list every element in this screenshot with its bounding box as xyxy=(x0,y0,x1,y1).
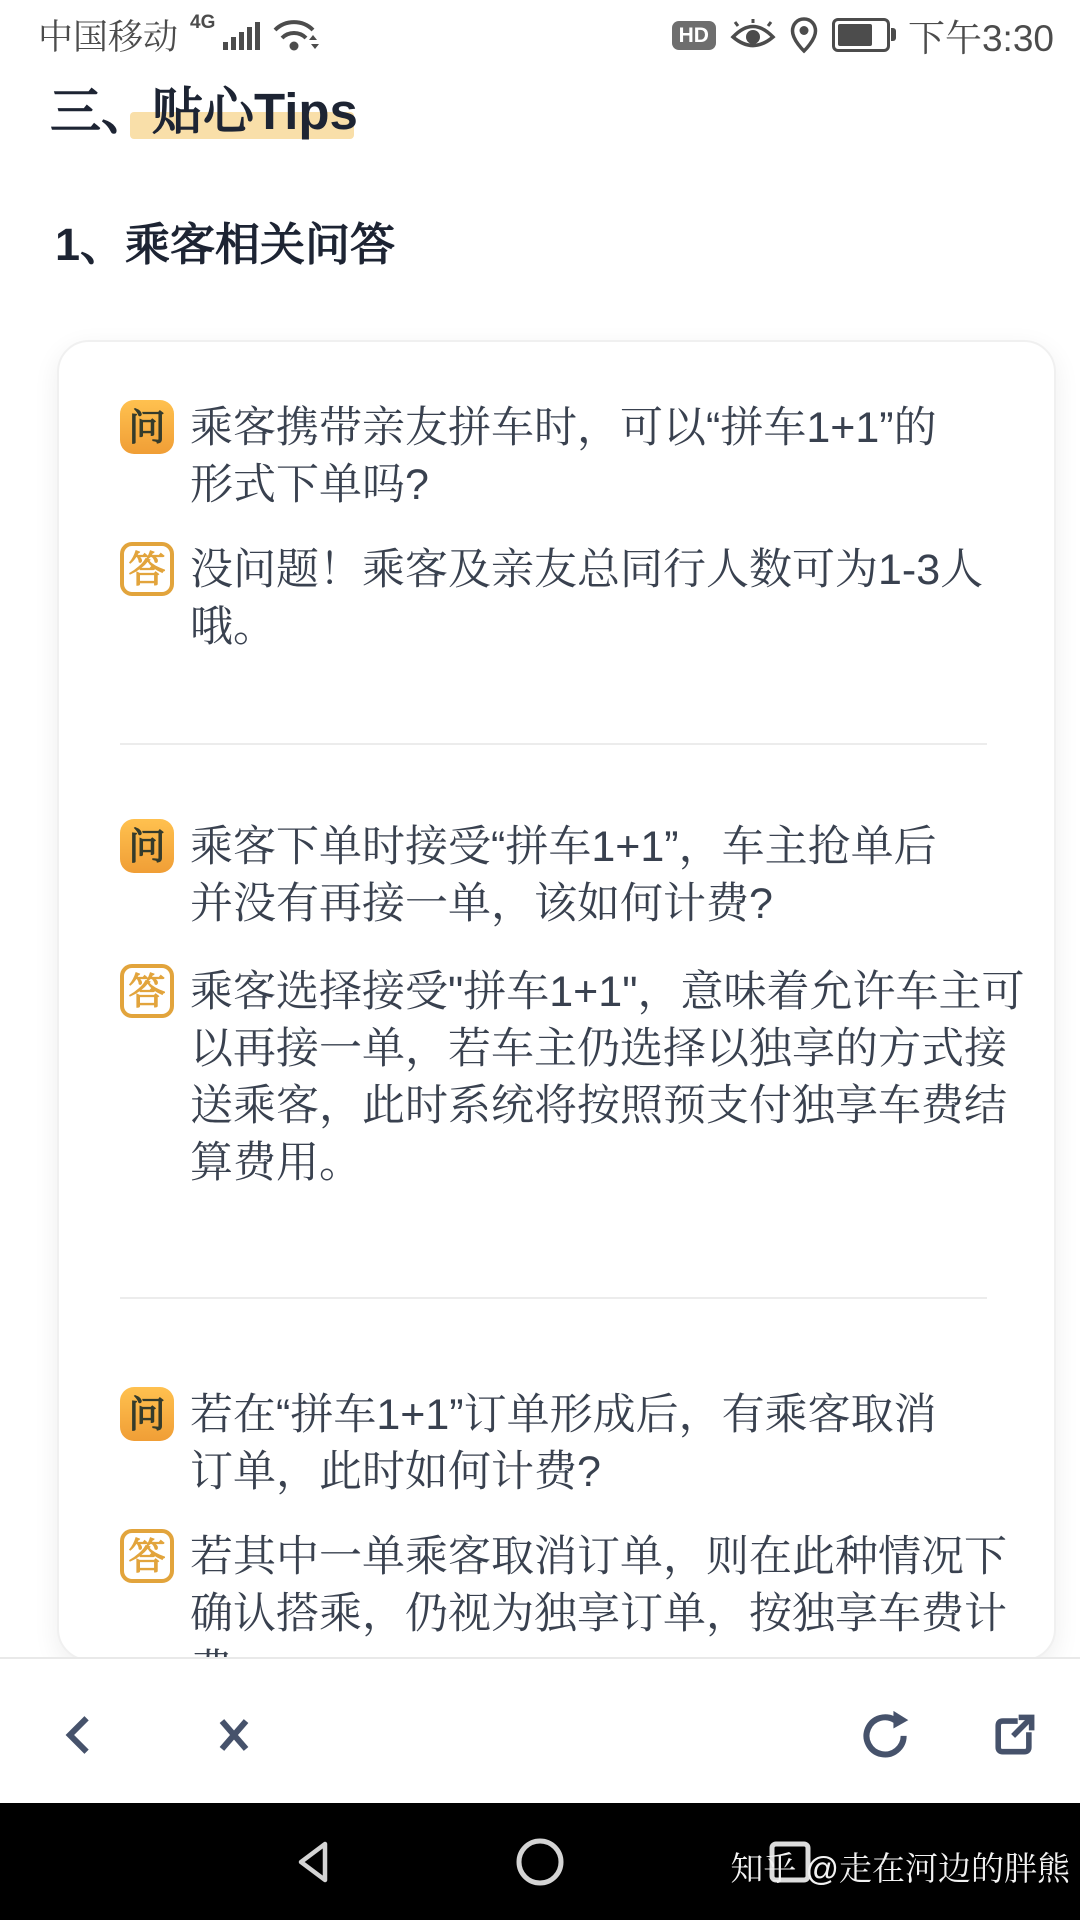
answer-badge: 答 xyxy=(120,542,174,596)
carrier-label: 中国移动 xyxy=(38,18,179,57)
question-badge: 问 xyxy=(120,819,174,873)
question-row xyxy=(59,1387,1010,1501)
answer-row xyxy=(59,542,1010,656)
share-icon[interactable] xyxy=(988,1709,1040,1761)
location-pin-icon xyxy=(790,17,818,53)
qa-card xyxy=(57,340,1056,1661)
answer-badge: 答 xyxy=(120,964,174,1018)
question-badge: 问 xyxy=(120,400,174,454)
wifi-icon xyxy=(271,16,321,54)
home-circle-icon[interactable] xyxy=(514,1836,566,1888)
close-icon[interactable] xyxy=(208,1709,260,1761)
question-text: 若在“拼车1+1”订单形成后，有乘客取消 订单，此时如何计费? xyxy=(190,1391,937,1496)
signal-bars-icon xyxy=(223,18,263,52)
question-text: 乘客下单时接受“拼车1+1”，车主抢单后 并没有再接一单，该如何计费? xyxy=(190,823,937,928)
section-heading: 1、乘客相关问答 xyxy=(55,219,396,270)
page-title: 三、贴心Tips xyxy=(50,83,358,140)
refresh-icon[interactable] xyxy=(860,1709,912,1761)
question-row xyxy=(59,819,1010,933)
qa-divider xyxy=(120,743,987,745)
status-bar xyxy=(0,0,1080,62)
network-type-label: 4G xyxy=(190,12,216,33)
android-nav-bar xyxy=(0,1803,1080,1920)
question-text: 乘客携带亲友拼车时，可以“拼车1+1”的 形式下单吗? xyxy=(190,404,937,509)
watermark: 知乎 @走在河边的胖熊 xyxy=(730,1850,1070,1887)
browser-toolbar xyxy=(0,1657,1080,1803)
eye-comfort-icon xyxy=(730,18,776,52)
answer-text: 没问题！乘客及亲友总同行人数可为1-3人 哦。 xyxy=(190,546,984,651)
answer-row xyxy=(59,964,1025,1192)
qa-divider xyxy=(120,1297,987,1299)
back-icon[interactable] xyxy=(55,1709,107,1761)
question-badge: 问 xyxy=(120,1387,174,1441)
answer-badge: 答 xyxy=(120,1529,174,1583)
question-row xyxy=(59,400,1010,514)
clock-label: 下午3:30 xyxy=(907,18,1054,59)
answer-text: 乘客选择接受"拼车1+1"，意味着允许车主可 以再接一单，若车主仍选择以独享的方式接 送乘客，此时系统将按照预支付独享车费结 算费用。 xyxy=(190,968,1025,1187)
hd-badge: HD xyxy=(672,21,716,50)
answer-text: 若其中一单乘客取消订单，则在此种情况下 确认搭乘，仍视为独享订单，按独享车费计 xyxy=(190,1533,1007,1638)
back-triangle-icon[interactable] xyxy=(289,1836,341,1888)
battery-icon xyxy=(832,18,890,52)
